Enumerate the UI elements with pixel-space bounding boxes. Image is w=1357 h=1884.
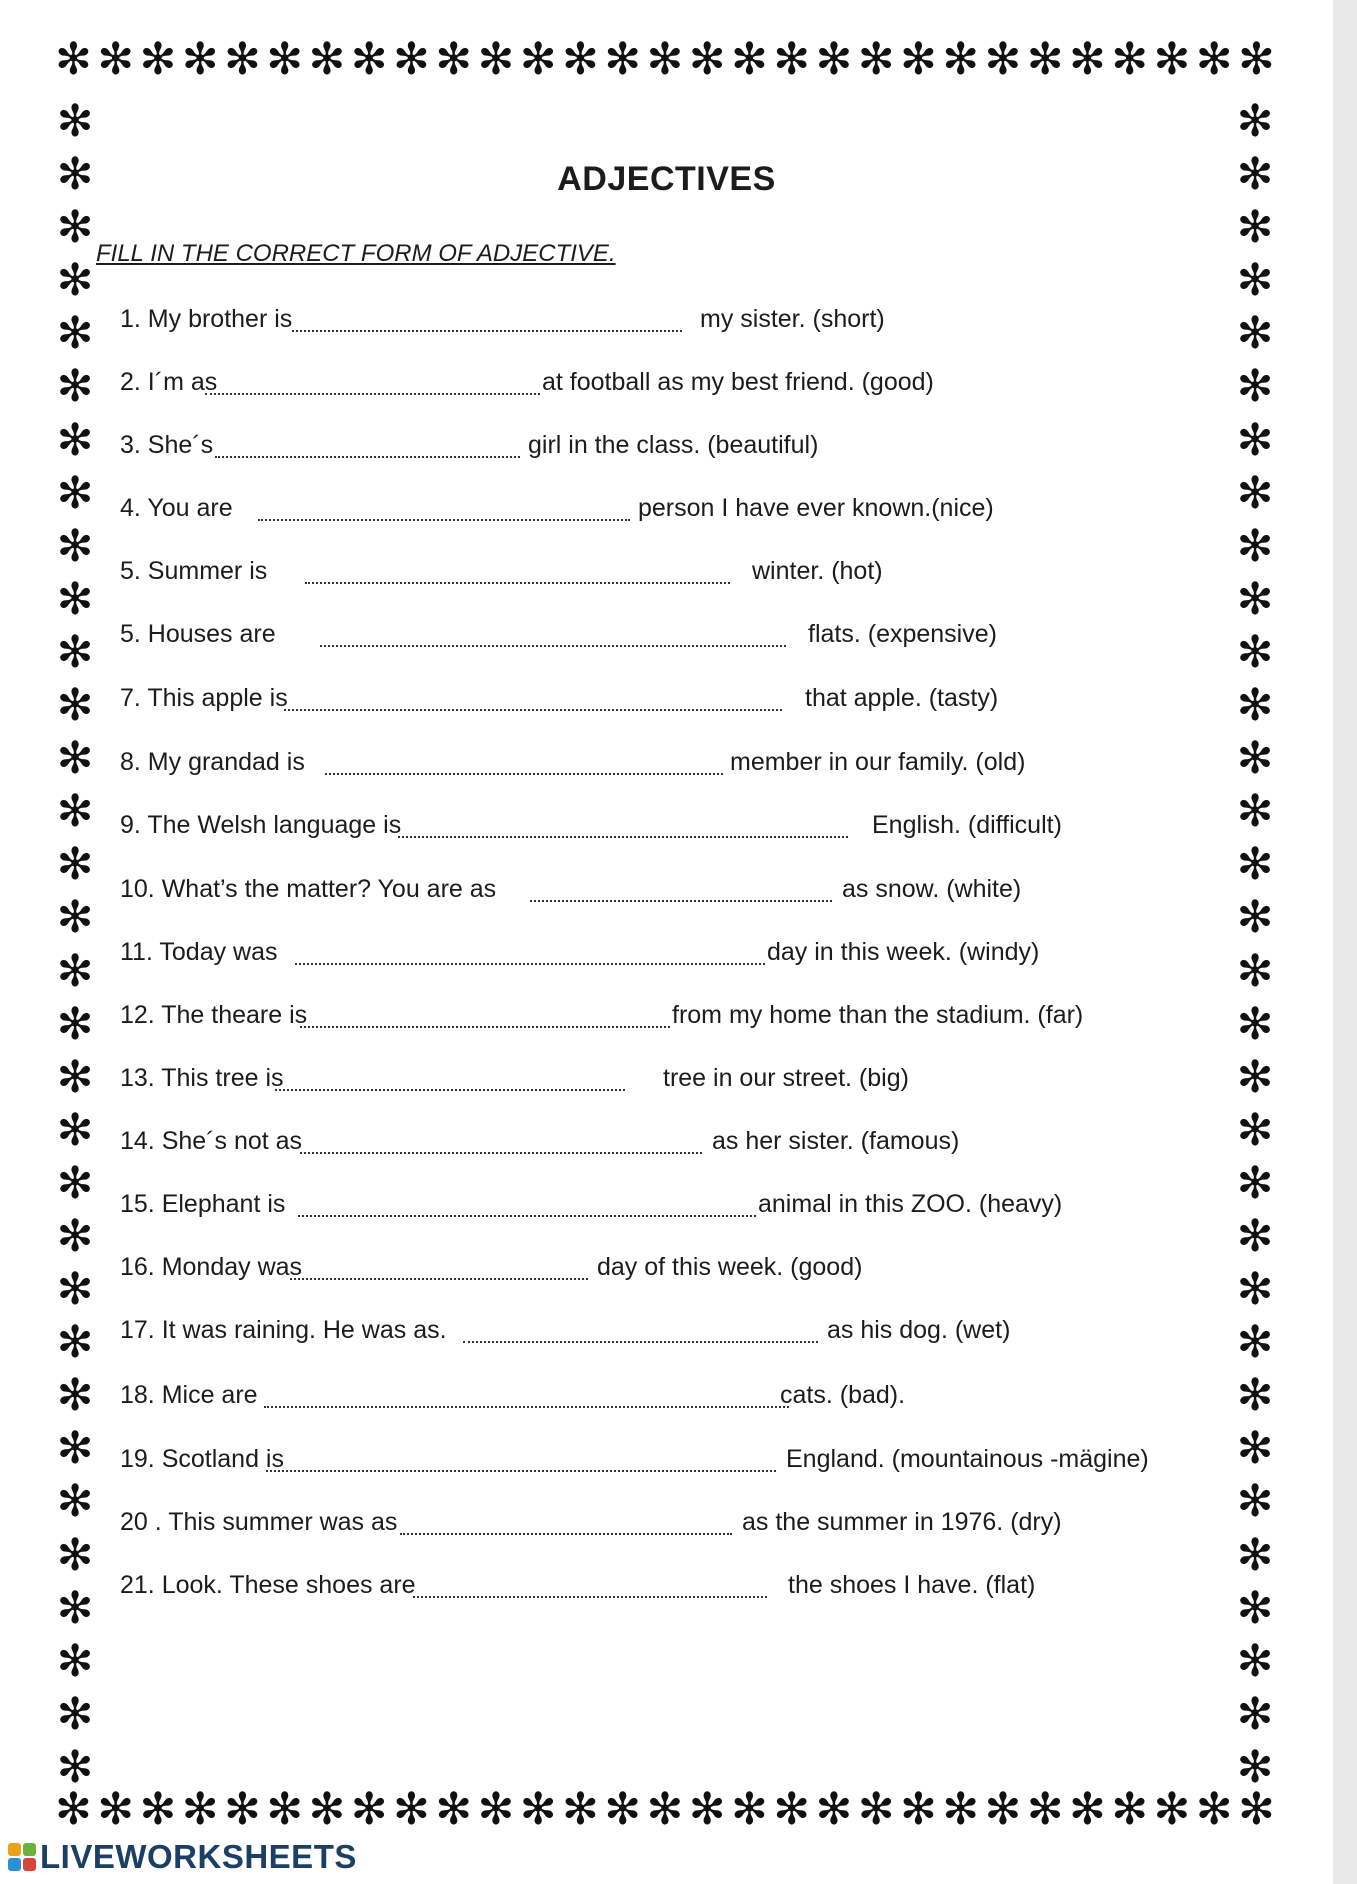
- asterisk-border-icon: ✻: [56, 733, 94, 785]
- exercise-continuation: as snow. (white): [842, 875, 1022, 903]
- asterisk-border-icon: ✻: [56, 308, 94, 360]
- asterisk-border-icon: ✻: [56, 892, 94, 944]
- answer-blank[interactable]: [292, 330, 682, 332]
- asterisk-border-icon: ✻: [56, 573, 94, 625]
- asterisk-border-icon: ✻: [56, 202, 94, 254]
- exercise-continuation: as her sister. (famous): [712, 1127, 960, 1155]
- asterisk-border-icon: ✻: [984, 1784, 1022, 1835]
- asterisk-border-icon: ✻: [1238, 34, 1275, 85]
- asterisk-border-icon: ✻: [1236, 626, 1274, 678]
- asterisk-border-icon: ✻: [181, 1784, 219, 1835]
- exercise-prompt: 13. This tree is: [120, 1064, 284, 1092]
- exercise-continuation: as the summer in 1976. (dry): [742, 1508, 1062, 1536]
- exercise-prompt: 15. Elephant is: [120, 1190, 286, 1218]
- asterisk-border-icon: ✻: [266, 34, 304, 85]
- asterisk-border-icon: ✻: [773, 1784, 811, 1835]
- asterisk-border-icon: ✻: [1236, 202, 1274, 254]
- asterisk-border-icon: ✻: [1111, 1784, 1149, 1835]
- asterisk-border-icon: ✻: [562, 34, 599, 85]
- asterisk-border-icon: ✻: [56, 414, 94, 466]
- asterisk-border-icon: ✻: [56, 1423, 94, 1475]
- asterisk-border-icon: ✻: [857, 34, 895, 85]
- exercise-continuation: English. (difficult): [872, 811, 1062, 839]
- asterisk-border-icon: ✻: [1236, 414, 1274, 466]
- left-border: [45, 96, 105, 1793]
- asterisk-border-icon: ✻: [1111, 34, 1149, 85]
- asterisk-border-icon: ✻: [688, 34, 726, 85]
- asterisk-border-icon: ✻: [1236, 998, 1274, 1050]
- asterisk-border-icon: ✻: [56, 1688, 94, 1740]
- right-border: [1225, 96, 1285, 1793]
- asterisk-border-icon: ✻: [56, 1210, 94, 1262]
- asterisk-border-icon: ✻: [393, 34, 430, 85]
- exercise-prompt: 9. The Welsh language is: [120, 811, 402, 839]
- exercise-prompt: 11. Today was: [120, 938, 278, 966]
- asterisk-border-icon: ✻: [56, 626, 94, 678]
- logo-square-icon: [23, 1858, 36, 1871]
- asterisk-border-icon: ✻: [1236, 892, 1274, 944]
- asterisk-border-icon: ✻: [56, 1476, 94, 1528]
- asterisk-border-icon: ✻: [56, 1370, 94, 1422]
- asterisk-border-icon: ✻: [56, 1529, 94, 1581]
- exercise-continuation: person I have ever known.(nice): [638, 494, 994, 522]
- worksheet-title: ADJECTIVES: [557, 160, 776, 198]
- asterisk-border-icon: ✻: [1236, 96, 1274, 147]
- asterisk-border-icon: ✻: [308, 34, 346, 85]
- asterisk-border-icon: ✻: [604, 1784, 642, 1835]
- asterisk-border-icon: ✻: [519, 1784, 557, 1835]
- asterisk-border-icon: ✻: [1236, 573, 1274, 625]
- asterisk-border-icon: ✻: [56, 1582, 94, 1634]
- asterisk-border-icon: ✻: [56, 1741, 94, 1793]
- asterisk-border-icon: ✻: [308, 1784, 346, 1835]
- exercise-continuation: from my home than the stadium. (far): [672, 1001, 1084, 1029]
- exercise-prompt: 17. It was raining. He was as.: [120, 1316, 447, 1344]
- asterisk-border-icon: ✻: [1236, 1688, 1274, 1740]
- asterisk-border-icon: ✻: [604, 34, 642, 85]
- answer-blank[interactable]: [530, 900, 832, 902]
- answer-blank[interactable]: [266, 1470, 776, 1472]
- asterisk-border-icon: ✻: [773, 34, 811, 85]
- asterisk-border-icon: ✻: [1236, 1051, 1274, 1103]
- page-edge: [1333, 0, 1357, 1884]
- asterisk-border-icon: ✻: [56, 1051, 94, 1103]
- answer-blank[interactable]: [300, 1152, 702, 1154]
- asterisk-border-icon: ✻: [900, 34, 937, 85]
- answer-blank[interactable]: [398, 836, 848, 838]
- logo-text: LIVEWORKSHEETS: [40, 1838, 357, 1875]
- answer-blank[interactable]: [284, 709, 782, 711]
- asterisk-border-icon: ✻: [56, 1157, 94, 1209]
- asterisk-border-icon: ✻: [1153, 1784, 1191, 1835]
- answer-blank[interactable]: [413, 1596, 767, 1598]
- logo-icon: [8, 1843, 36, 1871]
- asterisk-border-icon: ✻: [181, 34, 219, 85]
- asterisk-border-icon: ✻: [942, 34, 980, 85]
- exercise-continuation: day of this week. (good): [597, 1253, 863, 1281]
- answer-blank[interactable]: [320, 645, 786, 647]
- asterisk-border-icon: ✻: [1236, 1104, 1274, 1156]
- answer-blank[interactable]: [205, 393, 540, 395]
- answer-blank[interactable]: [258, 519, 630, 521]
- asterisk-border-icon: ✻: [56, 520, 94, 572]
- exercise-prompt: 5. Houses are: [120, 620, 276, 648]
- exercise-continuation: my sister. (short): [700, 305, 885, 333]
- asterisk-border-icon: ✻: [97, 1784, 135, 1835]
- asterisk-border-icon: ✻: [56, 96, 94, 147]
- asterisk-border-icon: ✻: [56, 839, 94, 891]
- asterisk-border-icon: ✻: [1236, 1582, 1274, 1634]
- asterisk-border-icon: ✻: [56, 945, 94, 997]
- logo-square-icon: [23, 1843, 36, 1856]
- answer-blank[interactable]: [295, 963, 765, 965]
- answer-blank[interactable]: [325, 773, 723, 775]
- asterisk-border-icon: ✻: [224, 34, 261, 85]
- asterisk-border-icon: ✻: [646, 34, 684, 85]
- asterisk-border-icon: ✻: [1236, 467, 1274, 519]
- exercise-continuation: the shoes I have. (flat): [788, 1571, 1036, 1599]
- asterisk-border-icon: ✻: [1236, 1423, 1274, 1475]
- asterisk-border-icon: ✻: [1195, 1784, 1233, 1835]
- asterisk-border-icon: ✻: [1238, 1784, 1275, 1835]
- answer-blank[interactable]: [264, 1406, 789, 1408]
- asterisk-border-icon: ✻: [56, 786, 94, 838]
- asterisk-border-icon: ✻: [1236, 520, 1274, 572]
- asterisk-border-icon: ✻: [1153, 34, 1191, 85]
- asterisk-border-icon: ✻: [900, 1784, 937, 1835]
- exercise-continuation: animal in this ZOO. (heavy): [758, 1190, 1063, 1218]
- asterisk-border-icon: ✻: [56, 680, 94, 732]
- asterisk-border-icon: ✻: [266, 1784, 304, 1835]
- asterisk-border-icon: ✻: [1236, 1210, 1274, 1262]
- asterisk-border-icon: ✻: [55, 1784, 92, 1835]
- asterisk-border-icon: ✻: [56, 1317, 94, 1369]
- exercise-prompt: 1. My brother is: [120, 305, 293, 333]
- asterisk-border-icon: ✻: [97, 34, 135, 85]
- top-border: [55, 30, 1275, 90]
- asterisk-border-icon: ✻: [1236, 1529, 1274, 1581]
- asterisk-border-icon: ✻: [435, 1784, 473, 1835]
- asterisk-border-icon: ✻: [1236, 1317, 1274, 1369]
- asterisk-border-icon: ✻: [1236, 786, 1274, 838]
- asterisk-border-icon: ✻: [56, 998, 94, 1050]
- logo-square-icon: [8, 1858, 21, 1871]
- exercise-continuation: as his dog. (wet): [827, 1316, 1011, 1344]
- exercise-continuation: England. (mountainous -mägine): [786, 1445, 1149, 1473]
- asterisk-border-icon: ✻: [477, 1784, 515, 1835]
- asterisk-border-icon: ✻: [815, 34, 853, 85]
- exercise-prompt: 18. Mice are: [120, 1381, 258, 1409]
- asterisk-border-icon: ✻: [477, 34, 515, 85]
- asterisk-border-icon: ✻: [56, 149, 94, 201]
- asterisk-border-icon: ✻: [1236, 149, 1274, 201]
- bottom-border: [55, 1780, 1275, 1840]
- asterisk-border-icon: ✻: [815, 1784, 853, 1835]
- answer-blank[interactable]: [290, 1278, 588, 1280]
- asterisk-border-icon: ✻: [435, 34, 473, 85]
- exercise-prompt: 5. Summer is: [120, 557, 268, 585]
- answer-blank[interactable]: [275, 1089, 625, 1091]
- answer-blank[interactable]: [215, 456, 520, 458]
- asterisk-border-icon: ✻: [984, 34, 1022, 85]
- asterisk-border-icon: ✻: [731, 1784, 768, 1835]
- asterisk-border-icon: ✻: [1236, 680, 1274, 732]
- asterisk-border-icon: ✻: [56, 1264, 94, 1316]
- asterisk-border-icon: ✻: [56, 1104, 94, 1156]
- asterisk-border-icon: ✻: [1236, 1157, 1274, 1209]
- exercise-continuation: that apple. (tasty): [805, 684, 999, 712]
- logo-square-icon: [8, 1843, 21, 1856]
- asterisk-border-icon: ✻: [1026, 1784, 1064, 1835]
- asterisk-border-icon: ✻: [1236, 1635, 1274, 1687]
- asterisk-border-icon: ✻: [1236, 308, 1274, 360]
- exercise-prompt: 21. Look. These shoes are: [120, 1571, 416, 1599]
- exercise-continuation: girl in the class. (beautiful): [528, 431, 819, 459]
- answer-blank[interactable]: [463, 1341, 818, 1343]
- asterisk-border-icon: ✻: [1069, 34, 1106, 85]
- asterisk-border-icon: ✻: [857, 1784, 895, 1835]
- asterisk-border-icon: ✻: [1236, 733, 1274, 785]
- exercise-continuation: member in our family. (old): [730, 748, 1026, 776]
- asterisk-border-icon: ✻: [1236, 1476, 1274, 1528]
- exercise-prompt: 3. She´s: [120, 431, 214, 459]
- exercise-prompt: 12. The theare is: [120, 1001, 308, 1029]
- asterisk-border-icon: ✻: [56, 1635, 94, 1687]
- exercise-continuation: day in this week. (windy): [767, 938, 1040, 966]
- asterisk-border-icon: ✻: [393, 1784, 430, 1835]
- asterisk-border-icon: ✻: [1195, 34, 1233, 85]
- asterisk-border-icon: ✻: [1026, 34, 1064, 85]
- asterisk-border-icon: ✻: [350, 1784, 388, 1835]
- asterisk-border-icon: ✻: [1236, 1264, 1274, 1316]
- asterisk-border-icon: ✻: [646, 1784, 684, 1835]
- asterisk-border-icon: ✻: [1236, 945, 1274, 997]
- asterisk-border-icon: ✻: [350, 34, 388, 85]
- liveworksheets-logo: [8, 1838, 357, 1876]
- exercise-continuation: at football as my best friend. (good): [542, 368, 934, 396]
- exercise-continuation: winter. (hot): [752, 557, 883, 585]
- asterisk-border-icon: ✻: [56, 361, 94, 413]
- asterisk-border-icon: ✻: [1236, 255, 1274, 307]
- exercise-prompt: 20 . This summer was as: [120, 1508, 398, 1536]
- exercise-prompt: 4. You are: [120, 494, 233, 522]
- asterisk-border-icon: ✻: [56, 255, 94, 307]
- exercise-continuation: tree in our street. (big): [663, 1064, 909, 1092]
- exercise-continuation: cats. (bad).: [780, 1381, 906, 1409]
- exercise-prompt: 16. Monday was: [120, 1253, 303, 1281]
- exercise-continuation: flats. (expensive): [808, 620, 997, 648]
- asterisk-border-icon: ✻: [562, 1784, 599, 1835]
- asterisk-border-icon: ✻: [1069, 1784, 1106, 1835]
- exercise-prompt: 10. What’s the matter? You are as: [120, 875, 497, 903]
- exercise-prompt: 2. I´m as: [120, 368, 218, 396]
- exercise-prompt: 14. She´s not as: [120, 1127, 303, 1155]
- asterisk-border-icon: ✻: [1236, 1741, 1274, 1793]
- exercise-prompt: 8. My grandad is: [120, 748, 305, 776]
- asterisk-border-icon: ✻: [942, 1784, 980, 1835]
- asterisk-border-icon: ✻: [731, 34, 768, 85]
- instruction: FILL IN THE CORRECT FORM OF ADJECTIVE.: [96, 240, 616, 267]
- asterisk-border-icon: ✻: [224, 1784, 261, 1835]
- answer-blank[interactable]: [305, 582, 730, 584]
- answer-blank[interactable]: [400, 1533, 732, 1535]
- asterisk-border-icon: ✻: [56, 467, 94, 519]
- answer-blank[interactable]: [300, 1026, 670, 1028]
- exercise-prompt: 7. This apple is: [120, 684, 288, 712]
- answer-blank[interactable]: [298, 1215, 756, 1217]
- asterisk-border-icon: ✻: [139, 34, 177, 85]
- asterisk-border-icon: ✻: [1236, 839, 1274, 891]
- exercise-prompt: 19. Scotland is: [120, 1445, 284, 1473]
- asterisk-border-icon: ✻: [55, 34, 92, 85]
- asterisk-border-icon: ✻: [1236, 361, 1274, 413]
- asterisk-border-icon: ✻: [519, 34, 557, 85]
- asterisk-border-icon: ✻: [1236, 1370, 1274, 1422]
- asterisk-border-icon: ✻: [139, 1784, 177, 1835]
- asterisk-border-icon: ✻: [688, 1784, 726, 1835]
